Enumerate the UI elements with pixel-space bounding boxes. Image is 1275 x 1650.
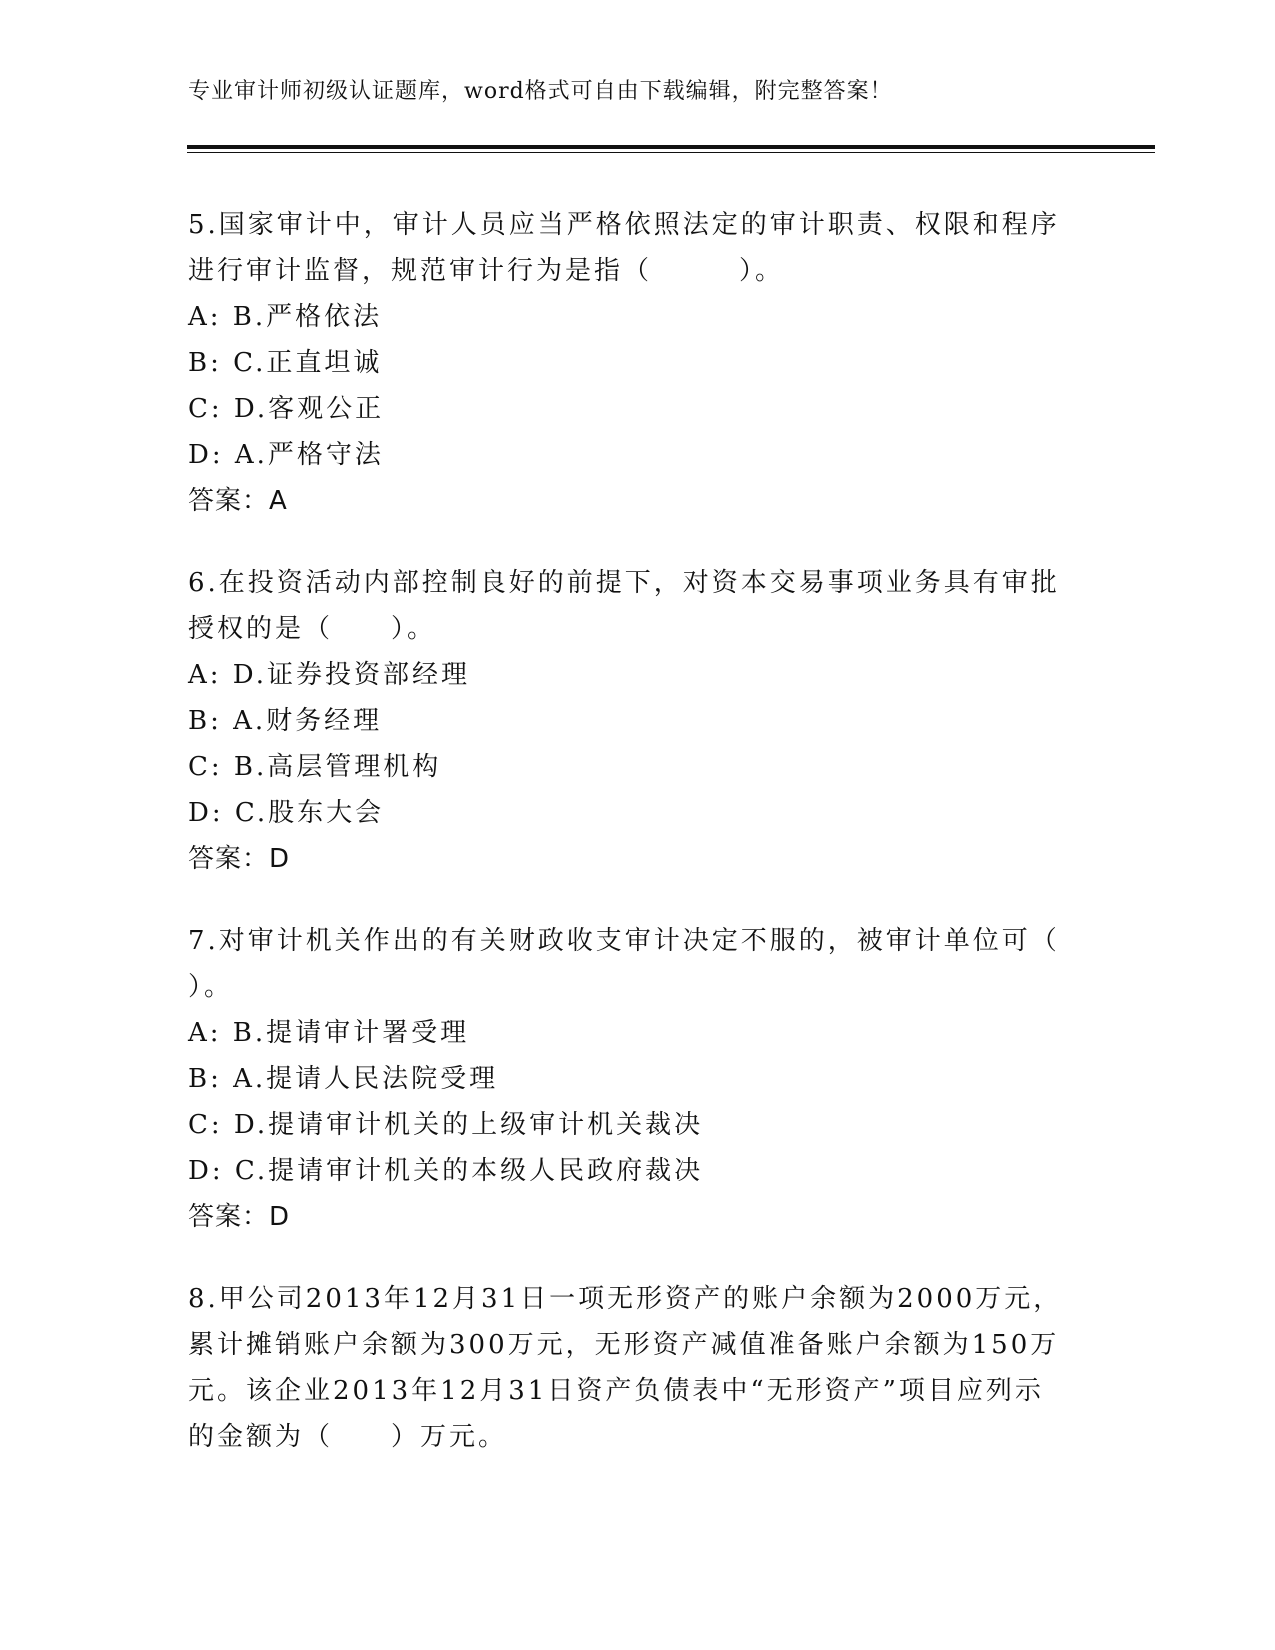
header-rule-thin xyxy=(187,152,1155,153)
question-list xyxy=(188,202,1088,1496)
option-b: B: C.正直坦诚 xyxy=(188,348,383,378)
option-c: C: D.提请审计机关的上级审计机关裁决 xyxy=(188,1110,704,1140)
question-stem-line: 元。该企业2013年12月31日资产负债表中“无形资产”项目应列示 xyxy=(188,1376,1044,1406)
answer-line: 答案：D xyxy=(188,1202,291,1232)
question-stem-line: 的金额为（ ）万元。 xyxy=(188,1422,508,1452)
question-stem-line: 8.甲公司2013年12月31日一项无形资产的账户余额为2000万元， xyxy=(188,1284,1063,1314)
question-7 xyxy=(188,918,1088,1240)
question-8 xyxy=(188,1276,1088,1460)
option-c: C: B.高层管理机构 xyxy=(188,752,442,782)
question-stem-line: 授权的是（ ）。 xyxy=(188,614,437,644)
question-stem-line: 累计摊销账户余额为300万元，无形资产减值准备账户余额为150万 xyxy=(188,1330,1060,1360)
page-header-text: 专业审计师初级认证题库，word格式可自由下载编辑，附完整答案！ xyxy=(188,79,893,104)
question-stem-line: 7.对审计机关作出的有关财政收支审计决定不服的，被审计单位可（ xyxy=(188,926,1060,956)
answer-line: 答案：D xyxy=(188,844,291,874)
answer-line: 答案：A xyxy=(188,486,288,516)
question-stem-line: 进行审计监督，规范审计行为是指（ ）。 xyxy=(188,256,785,286)
question-6 xyxy=(188,560,1088,882)
option-d: D: C.股东大会 xyxy=(188,798,385,828)
question-stem-line: 6.在投资活动内部控制良好的前提下，对资本交易事项业务具有审批 xyxy=(188,568,1060,598)
option-b: B: A.提请人民法院受理 xyxy=(188,1064,499,1094)
option-d: D: C.提请审计机关的本级人民政府裁决 xyxy=(188,1156,704,1186)
header-rule-thick xyxy=(187,145,1155,149)
option-a: A: D.证券投资部经理 xyxy=(188,660,470,690)
question-stem-line: 5.国家审计中，审计人员应当严格依照法定的审计职责、权限和程序 xyxy=(188,210,1060,240)
option-a: A: B.提请审计署受理 xyxy=(188,1018,470,1048)
option-a: A: B.严格依法 xyxy=(188,302,383,332)
option-d: D: A.严格守法 xyxy=(188,440,384,470)
question-5 xyxy=(188,202,1088,524)
option-c: C: D.客观公正 xyxy=(188,394,385,424)
question-stem-line: ）。 xyxy=(188,972,234,1002)
option-b: B: A.财务经理 xyxy=(188,706,383,736)
